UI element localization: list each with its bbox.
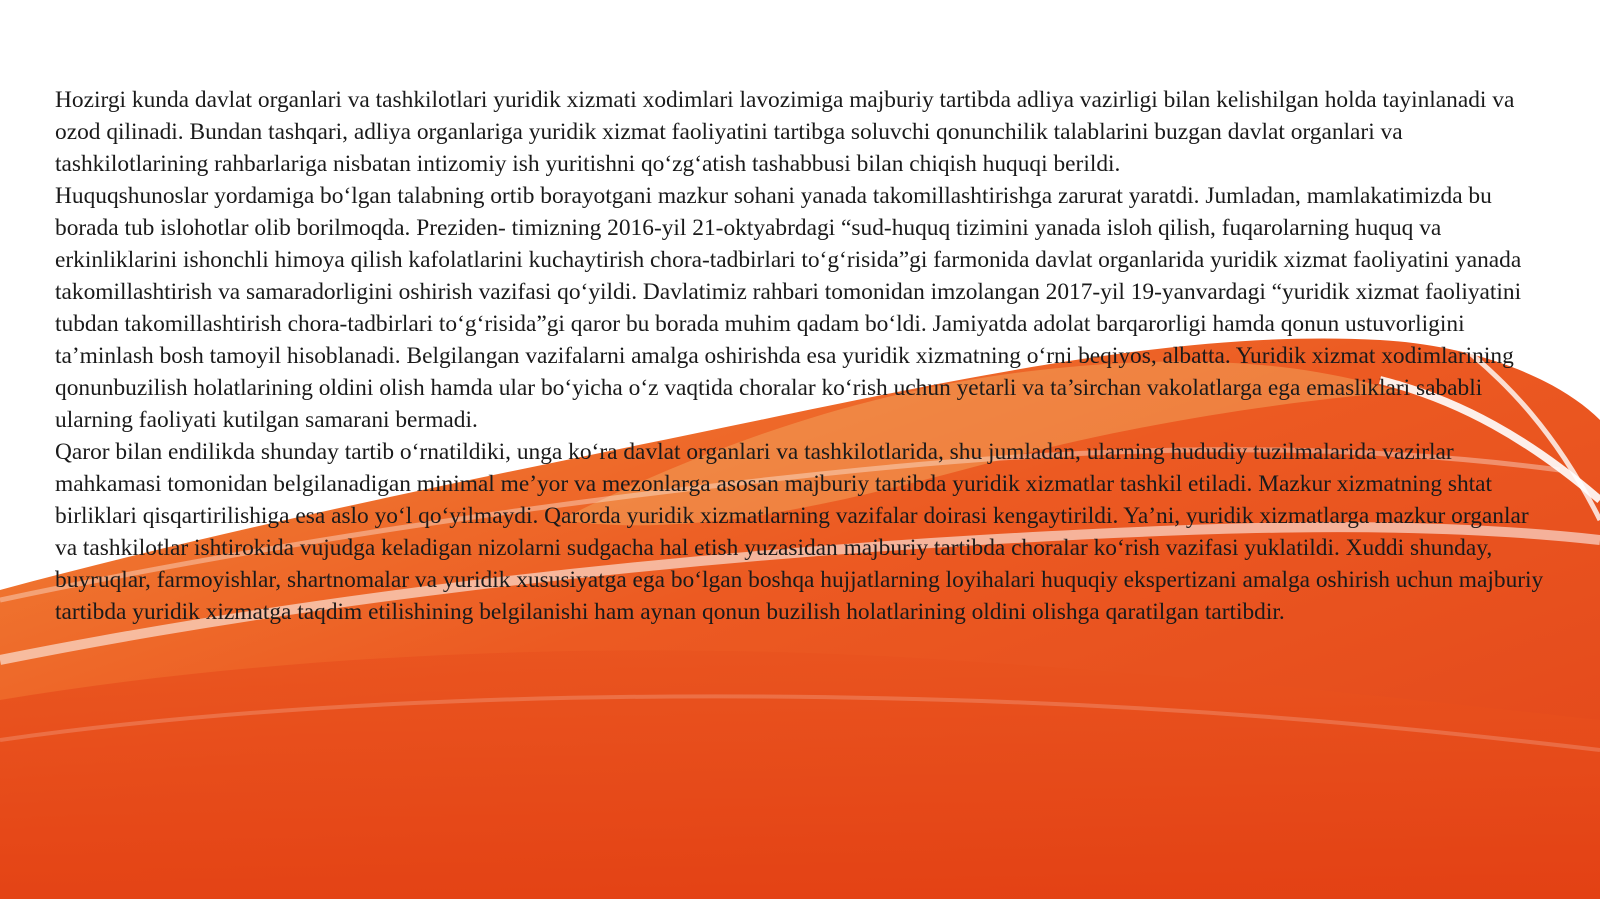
paragraph-2: Huquqshunoslar yordamiga bo‘lgan talabning ortib borayotgani mazkur sohani yanada takomillashtirishga zarurat yaratdi. Jumladan, mamlakatimizda bu borada tub islohotlar olib borilmoqda. Preziden- timizning 2016-yil 21-oktyabrdagi “sud-huquq tizimini yanada isloh qilish, fuqarolarning huquq va erkinliklarini ishonchli himoya qilish kafolatlarini kuchaytirish chora-tadbirlari to‘g‘risida”gi farmonida davlat organlarida yuridik xizmat faoliyatini yanada takomillashtirish va samaradorligini oshirish vazifasi qo‘yildi. Davlatimiz rahbari tomonidan imzolangan 2017-yil 19-yanvardagi “yuridik xizmat faoliyatini tubdan takomillashtirish chora-tadbirlari to‘g‘risida”gi qaror bu borada muhim qadam bo‘ldi. Jamiyatda adolat barqarorligi hamda qonun ustuvorligini ta’minlash bosh tamoyil hisoblanadi. Belgilangan vazifalarni amalga oshirishda esa yuridik xizmatning o‘rni beqiyos, albatta. Yuridik xizmat xodimlarining qonunbuzilish holatlarining oldini olish hamda ular bo‘yicha o‘z vaqtida choralar ko‘rish uchun yetarli va ta’sirchan vakolatlarga ega emasliklari sababli ularning faoliyati kutilgan samarani bermadi. [55, 183, 1522, 433]
body-text [55, 84, 1555, 628]
paragraph-3: Qaror bilan endilikda shunday tartib o‘rnatildiki, unga ko‘ra davlat organlari va tashkilotlarida, shu jumladan, ularning hududiy tuzilmalarida vazirlar mahkamasi tomonidan belgilanadigan minimal me’yor va mezonlarga asosan majburiy tartibda yuridik xizmatlar tashkil etiladi. Mazkur xizmatning shtat birliklari qisqartirilishiga esa aslo yo‘l qo‘yilmaydi. Qarorda yuridik xizmatlarning vazifalar doirasi kengaytirildi. Ya’ni, yuridik xizmatlarga mazkur organlar va tashkilotlar ishtirokida vujudga keladigan nizolarni sudgacha hal etish yuzasidan majburiy tartibda choralar ko‘rish vazifasi yuklatildi. Xuddi shunday, buyruqlar, farmoyishlar, shartnomalar va yuridik xususiyatga ega bo‘lgan boshqa hujjatlarning loyihalari huquqiy ekspertizani amalga oshirish uchun majburiy tartibda yuridik xizmatga taqdim etilishining belgilanishi ham aynan qonun buzilish holatlarining oldini olishga qaratilgan tartibdir. [55, 439, 1544, 625]
paragraph-1: Hozirgi kunda davlat organlari va tashkilotlari yuridik xizmati xodimlari lavozimiga majburiy tartibda adliya vazirligi bilan kelishilgan holda tayinlanadi va ozod qilinadi. Bundan tashqari, adliya organlariga yuridik xizmat faoliyatini tartibga soluvchi qonunchilik talablarini buzgan davlat organlari va tashkilotlarining rahbarlariga nisbatan intizomiy ish yuritishni qo‘zg‘atish tashabbusi bilan chiqish huquqi berildi. [55, 87, 1515, 177]
